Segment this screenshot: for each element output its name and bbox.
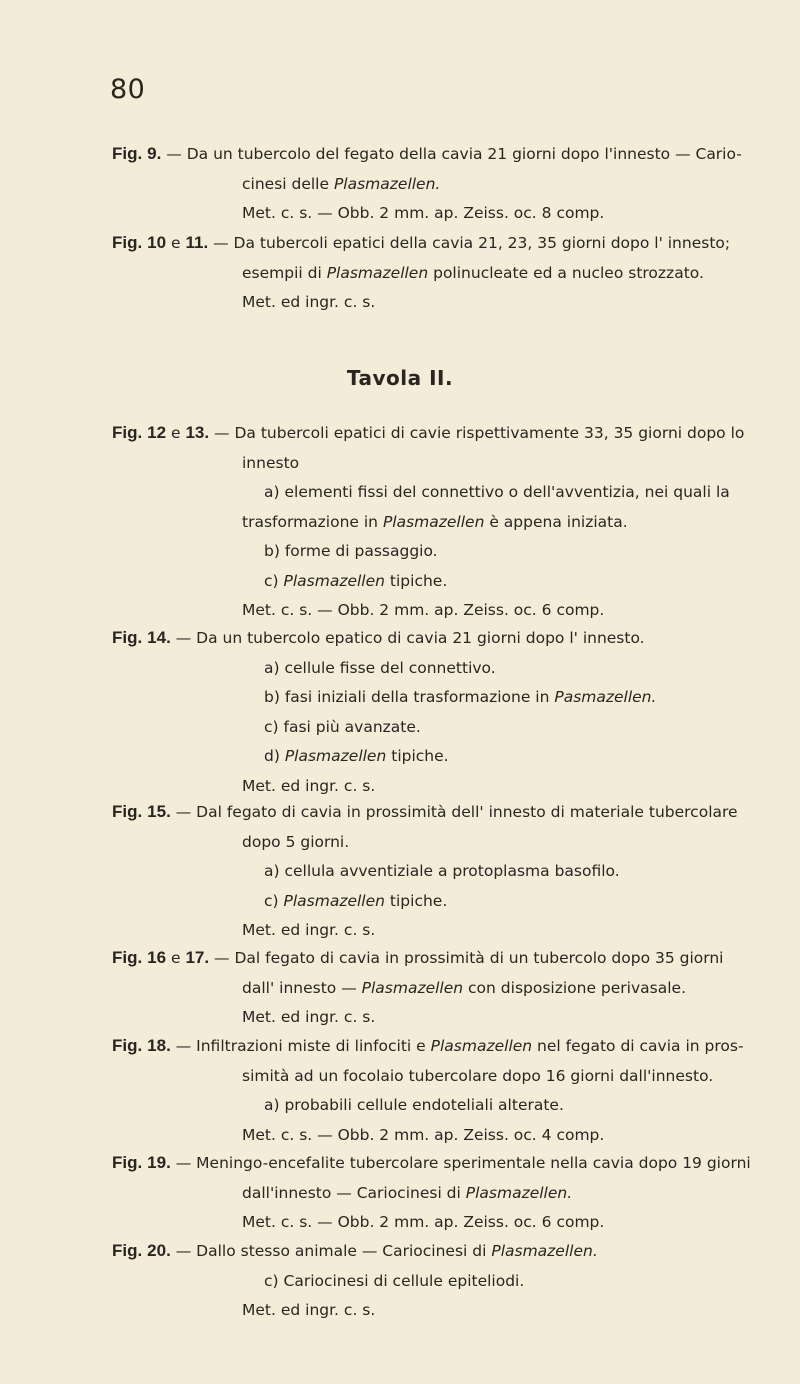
caption-italic: Plasmazellen xyxy=(283,571,385,590)
figure-caption-9 xyxy=(112,139,760,229)
page-number: 80 xyxy=(110,74,146,105)
fig-number: 20. xyxy=(147,1241,171,1260)
caption-line xyxy=(112,288,760,318)
caption-text: polinucleate ed a nucleo strozzato. xyxy=(428,263,704,282)
caption-line xyxy=(112,1236,760,1267)
caption-line xyxy=(112,1003,760,1033)
caption-italic: Plasmazellen xyxy=(284,747,387,765)
fig-label: Fig. xyxy=(112,144,143,163)
caption-text: c) xyxy=(264,571,284,590)
fig-number: 14. xyxy=(147,628,171,647)
caption-line xyxy=(112,259,760,289)
caption-line xyxy=(112,974,760,1004)
method-text: Met. c. s. — Obb. 2 mm. ap. Zeiss. oc. 6 comp. xyxy=(242,1213,605,1231)
caption-text: c) Cariocinesi di cellule epiteliodi. xyxy=(264,1271,525,1290)
method-text: Met. ed ingr. c. s. xyxy=(242,921,376,939)
fig-number: 16 xyxy=(147,948,167,967)
caption-line xyxy=(112,418,760,449)
caption-text: tipiche. xyxy=(384,571,448,590)
caption-line xyxy=(112,1179,760,1209)
figure-caption-12-13 xyxy=(112,418,760,626)
figure-caption-10-11 xyxy=(112,228,760,318)
caption-text: — Da un tubercolo epatico di cavia 21 giorni dopo l' innesto. xyxy=(175,629,645,647)
caption-text: — Meningo-encefalite tubercolare sperimentale nella cavia dopo 19 giorni xyxy=(175,1154,751,1172)
conjunction: e xyxy=(166,234,186,252)
caption-line xyxy=(112,943,760,974)
caption-italic: Plasmazellen xyxy=(361,978,464,997)
caption-text: con disposizione perivasale. xyxy=(463,978,686,997)
method-text: Met. ed ingr. c. s. xyxy=(242,776,376,795)
caption-line xyxy=(112,828,760,858)
caption-text: b) fasi iniziali della trasformazione in xyxy=(264,688,555,706)
caption-line xyxy=(112,567,760,597)
caption-line xyxy=(112,478,760,508)
fig-number: 12 xyxy=(147,423,167,442)
caption-italic: Plasmazellen. xyxy=(333,174,441,193)
caption-text: — Infiltrazioni miste di linfociti e xyxy=(175,1037,431,1055)
method-text: Met. ed ingr. c. s. xyxy=(242,1301,376,1319)
caption-text: innesto xyxy=(242,453,300,472)
caption-italic: Pasmazellen. xyxy=(554,688,657,706)
caption-italic: Plasmazellen xyxy=(326,263,429,282)
method-text: Met. c. s. — Obb. 2 mm. ap. Zeiss. oc. 8 comp. xyxy=(242,204,605,222)
caption-italic: Plasmazellen. xyxy=(491,1242,598,1260)
method-text: Met. ed ingr. c. s. xyxy=(242,293,376,311)
fig-number: 17. xyxy=(185,948,210,967)
caption-text: è appena iniziata. xyxy=(484,512,628,531)
method-text: Met. ed ingr. c. s. xyxy=(242,1008,376,1026)
fig-number: 10 xyxy=(147,233,167,252)
caption-line xyxy=(112,887,760,917)
caption-line xyxy=(112,170,760,200)
method-text: Met. c. s. — Obb. 2 mm. ap. Zeiss. oc. 4 comp. xyxy=(242,1125,605,1144)
caption-line xyxy=(112,1267,760,1297)
caption-text: a) cellule fisse del connettivo. xyxy=(264,658,496,677)
caption-line xyxy=(112,449,760,479)
fig-number: 11. xyxy=(185,233,209,252)
caption-line xyxy=(112,623,760,654)
caption-text: — Da un tubercolo del fegato della cavia 21 giorni dopo l'innesto — Cario- xyxy=(166,145,742,163)
caption-text: tipiche. xyxy=(386,747,449,765)
caption-line xyxy=(112,199,760,229)
caption-text: dopo 5 giorni. xyxy=(242,832,350,851)
fig-label: Fig. xyxy=(112,233,143,252)
caption-line xyxy=(112,1208,760,1238)
caption-line xyxy=(112,797,760,828)
caption-text: simità ad un focolaio tubercolare dopo 16 giorni dall'innesto. xyxy=(242,1066,714,1085)
method-text: Met. c. s. — Obb. 2 mm. ap. Zeiss. oc. 6 comp. xyxy=(242,601,605,619)
figure-caption-15 xyxy=(112,797,760,946)
plate-heading: Tavola II. xyxy=(346,366,454,390)
caption-line xyxy=(112,139,760,170)
fig-label: Fig. xyxy=(112,423,143,442)
fig-number: 9. xyxy=(147,144,162,163)
caption-text: dall' innesto — xyxy=(242,978,362,997)
caption-text: c) fasi più avanzate. xyxy=(264,717,421,736)
caption-italic: Plasmazellen xyxy=(382,512,485,531)
caption-line xyxy=(112,1062,760,1092)
caption-text: — Dal fegato di cavia in prossimità di un tubercolo dopo 35 giorni xyxy=(214,949,724,967)
caption-text: d) xyxy=(264,747,285,765)
caption-text: c) xyxy=(264,891,284,910)
caption-text: dall'innesto — Cariocinesi di xyxy=(242,1183,466,1202)
caption-line xyxy=(112,857,760,887)
caption-text: tipiche. xyxy=(384,891,448,910)
caption-line xyxy=(112,713,760,743)
caption-line xyxy=(112,1121,760,1151)
caption-line xyxy=(112,1031,760,1062)
caption-text: a) probabili cellule endoteliali alterate. xyxy=(264,1096,564,1114)
caption-text: a) cellula avventiziale a protoplasma basofilo. xyxy=(264,862,620,880)
fig-label: Fig. xyxy=(112,628,143,647)
caption-line xyxy=(112,742,760,772)
fig-label: Fig. xyxy=(112,1241,143,1260)
fig-number: 18. xyxy=(147,1036,171,1055)
caption-text: — Dal fegato di cavia in prossimità dell' innesto di materiale tubercolare xyxy=(175,803,738,821)
caption-text: — Da tubercoli epatici di cavie rispettivamente 33, 35 giorni dopo lo xyxy=(214,424,745,442)
figure-caption-19 xyxy=(112,1148,760,1238)
caption-line xyxy=(112,508,760,538)
fig-label: Fig. xyxy=(112,1153,143,1172)
caption-line xyxy=(112,916,760,946)
caption-italic: Plasmazellen. xyxy=(465,1183,573,1202)
caption-line xyxy=(112,537,760,567)
caption-line xyxy=(112,654,760,684)
fig-label: Fig. xyxy=(112,948,143,967)
fig-label: Fig. xyxy=(112,1036,143,1055)
caption-line xyxy=(112,228,760,259)
caption-text: trasformazione in xyxy=(242,512,383,531)
figure-caption-18 xyxy=(112,1031,760,1150)
caption-italic: Plasmazellen xyxy=(430,1037,533,1055)
caption-line xyxy=(112,683,760,713)
fig-number: 13. xyxy=(185,423,210,442)
figure-caption-20 xyxy=(112,1236,760,1326)
fig-label: Fig. xyxy=(112,802,143,821)
figure-caption-14 xyxy=(112,623,760,801)
conjunction: e xyxy=(166,424,186,442)
caption-italic: Plasmazellen xyxy=(283,891,385,910)
caption-text: — Dallo stesso animale — Cariocinesi di xyxy=(175,1242,492,1260)
caption-text: nel fegato di cavia in pros- xyxy=(532,1037,744,1055)
figure-caption-16-17 xyxy=(112,943,760,1033)
fig-number: 19. xyxy=(147,1153,171,1172)
caption-line xyxy=(112,1296,760,1326)
conjunction: e xyxy=(166,949,186,967)
caption-line xyxy=(112,1091,760,1121)
caption-text: — Da tubercoli epatici della cavia 21, 23, 35 giorni dopo l' innesto; xyxy=(213,234,731,252)
caption-line xyxy=(112,1148,760,1179)
caption-text: esempii di xyxy=(242,263,327,282)
fig-number: 15. xyxy=(147,802,171,821)
caption-text: a) elementi fissi del connettivo o dell'avventizia, nei quali la xyxy=(264,483,730,501)
caption-line xyxy=(112,596,760,626)
caption-text: b) forme di passaggio. xyxy=(264,542,438,560)
caption-text: cinesi delle xyxy=(242,174,334,193)
